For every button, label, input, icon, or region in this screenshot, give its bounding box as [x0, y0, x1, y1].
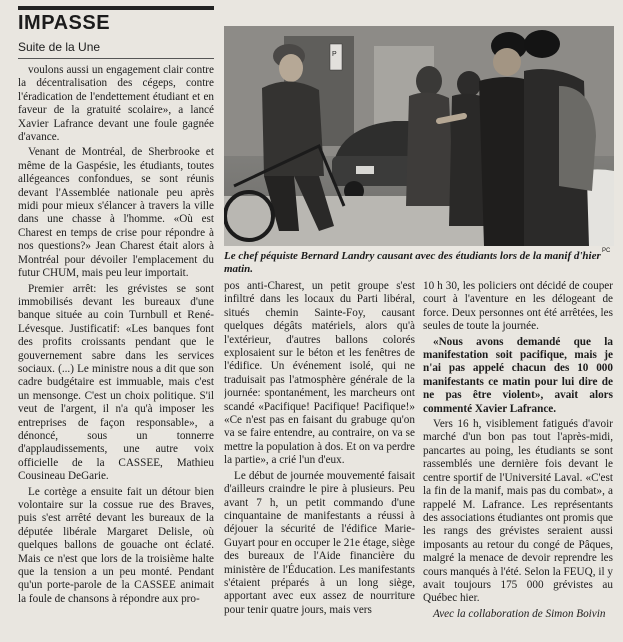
paragraph: «Nous avons demandé que la manifestation soit pacifique, mais je n'ai pas appelé chacun des 10 000 manifestants ce matin pour lui dire de ne pas être violent», avait alors commenté Xavier Lafrance. [423, 335, 613, 415]
paragraph: Vers 16 h, visiblement fatigués d'avoir marché d'un bon pas tout l'après-midi, pancartes au poing, les étudiants se sont rassemblés une dernière fois devant le centre sportif de l'Université Laval. «C'est la fin de la manif, mais pas du combat», a rappelé M. Lafrance. Les représentants des associations étudiantes ont promis que les rangs des grévistes seraient aussi imposants au retour du congé de Pâques, malgré la menace de devoir reprendre les cours manqués à l'été. Selon la FEUQ, il y avait toujours 175 000 grévistes au Québec hier. [423, 418, 613, 605]
parking-sign-text: P [332, 51, 337, 58]
photo-caption: Le chef péquiste Bernard Landry causant avec des étudiants lors de la manif d'hier matin. [224, 250, 601, 275]
continuation-label: Suite de la Une [18, 40, 101, 54]
paragraph: 10 h 30, les policiers ont décidé de couper court à l'aventure en les délogeant de force. Deux personnes ont été arrêtées, les seules de toute la journée. [423, 280, 613, 333]
article-column-1 [18, 64, 214, 638]
paragraph: pos anti-Charest, un petit groupe s'est infiltré dans les locaux du Parti libéral, situés chemin Sainte-Foy, causant quelques dégâts matériels, alors qu'à l'extérieur, d'autres ballons colorés explosaient sur le béton et les fenêtres de l'édifice. Un événement isolé, qui ne traduisait pas l'atmosphère générale de la journée: spontanément, les marcheurs ont scandé «Pacifique! Pacifique! Pacifique!» «Ce n'est pas en faisant du grabuge qu'on va se faire entendre, au contraire, on va se mettre la population à dos. Et on va perdre la partie», a crié l'un d'eux. [224, 280, 415, 467]
section-kicker: IMPASSE [18, 6, 214, 35]
paragraph: Venant de Montréal, de Sherbrooke et même de la Gaspésie, les étudiants, toutes allégeances confondues, se sont réunis devant l'Assemblée nationale peu après midi pour mieux s'élancer à travers la ville dans une chasse à l'homme. «Où est Charest en temps de crise pour répondre à nos questions?» Jean Charest était alors à Montréal pour dévoiler l'emplacement du futur CHUM, mais peu leur importait. [18, 146, 214, 280]
paragraph: Premier arrêt: les grévistes se sont immobilisés devant les bureaux d'une banque située au coin Turnbull et René-Lévesque. Justificatif: «Les banques font des profits croissants pendant que le gouvernement sabre dans les services sociaux. (...) Le ministre nous a dit que son cadre budgétaire est immuable, mais c'est un mensonge. C'est un choix politique. S'il veut de l'argent, il n'a qu'à imposer les entreprises de façon responsable», a dénoncé, sous un tonnerre d'applaudissements, une autre voix officielle de la CASSEE, Mathieu Cousineau DeGarie. [18, 282, 214, 483]
news-photo [224, 26, 614, 246]
paragraph: Le début de journée mouvementé faisait d'ailleurs craindre le pire à plusieurs. Peu avant 7 h, un petit commando d'une cinquantaine de manifestants a réussi à déjouer la sécurité de l'édifice Marie-Guyart pour en occuper le 21e étage, siège des bureaux de l'Aide financière du ministère de l'Éducation. Les manifestants s'étaient préparés à un long siège, apportant avec eux assez de nourriture pour tenir quatre jours, mais vers [224, 469, 415, 616]
collaboration-credit: Avec la collaboration de Simon Boivin [433, 607, 606, 620]
paragraph: voulons aussi un engagement clair contre la décentralisation des cégeps, contre l'éradication de l'endettement étudiant et en faveur de la gratuité scolaire», a lancé Xavier Lafrance devant une foule gagnée d'avance. [18, 64, 214, 144]
photo-credit: PC [602, 248, 611, 254]
photo-illustration [224, 26, 614, 246]
divider [18, 58, 214, 59]
paragraph: Le cortège a ensuite fait un détour bien volontaire sur la cossue rue des Braves, puis s'est arrêté devant les bureaux de la députée libérale Margaret Delisle, où quelques ballons de gouache ont éclaté. Mais ce n'est que lors de la troisième halte que la tension a un peu monté. Pendant qu'un porte-parole de la CASSEE animait la foule de chansons à répondre aux pro- [18, 485, 214, 605]
article-column-2 [224, 280, 415, 638]
article-column-3 [423, 280, 613, 638]
